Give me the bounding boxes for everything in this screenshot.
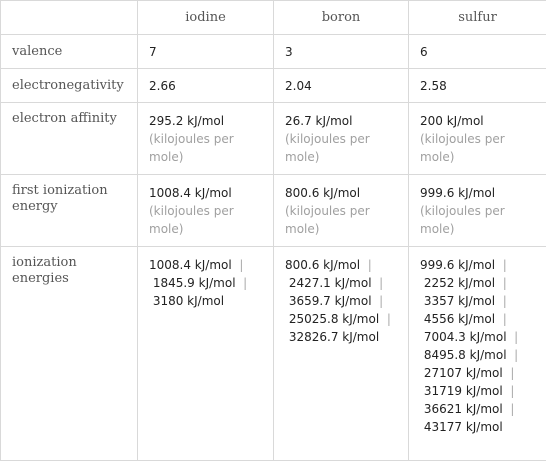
table-row-electronegativity (1, 69, 546, 103)
value-separator: | (387, 312, 391, 326)
unit-note: (kilojoules per mole) (285, 130, 400, 166)
cell-value: 1008.4 kJ/mol (149, 186, 232, 200)
cell-iodine-electronegativity (138, 69, 274, 103)
ionization-energy-value: 43177 kJ/mol (424, 420, 503, 434)
value-separator: | (379, 294, 383, 308)
cell-value: 2.04 (285, 79, 312, 93)
value-separator: | (510, 366, 514, 380)
ionization-energy-value: 36621 kJ/mol (424, 402, 503, 416)
cell-value: 3 (285, 45, 293, 59)
row-label: electron affinity (1, 103, 138, 175)
ionization-energy-value: 3357 kJ/mol (424, 294, 495, 308)
value-separator: | (239, 258, 243, 272)
cell-boron-valence (274, 35, 409, 69)
value-separator: | (514, 348, 518, 362)
table-row-valence (1, 35, 546, 69)
value-separator: | (379, 276, 383, 290)
value-separator: | (514, 330, 518, 344)
ionization-energy-value: 2252 kJ/mol (424, 276, 495, 290)
row-label: valence (1, 35, 138, 69)
unit-note: (kilojoules per mole) (149, 202, 265, 238)
cell-value: 7 (149, 45, 157, 59)
cell-sulfur-electronegativity (409, 69, 546, 103)
table-row-electron-affinity (1, 103, 546, 175)
column-header-sulfur: sulfur (409, 1, 546, 35)
ionization-energy-value: 1008.4 kJ/mol (149, 258, 232, 272)
value-separator: | (503, 258, 507, 272)
cell-iodine-electron-affinity (138, 103, 274, 175)
row-label: first ionization energy (1, 175, 138, 247)
cell-value: 26.7 kJ/mol (285, 114, 352, 128)
cell-iodine-valence (138, 35, 274, 69)
row-label: ionization energies (1, 247, 138, 461)
ionization-energy-value: 32826.7 kJ/mol (289, 330, 379, 344)
cell-value: 800.6 kJ/mol (285, 186, 360, 200)
ionization-energy-value: 999.6 kJ/mol (420, 258, 495, 272)
column-header-boron: boron (274, 1, 409, 35)
cell-boron-electronegativity (274, 69, 409, 103)
table-row-first-ionization-energy (1, 175, 546, 247)
unit-note: (kilojoules per mole) (285, 202, 400, 238)
cell-value: 200 kJ/mol (420, 114, 484, 128)
cell-sulfur-valence (409, 35, 546, 69)
cell-value: 6 (420, 45, 428, 59)
cell-boron-electron-affinity (274, 103, 409, 175)
unit-note: (kilojoules per mole) (149, 130, 265, 166)
cell-sulfur-ionization-energies (409, 247, 546, 461)
unit-note: (kilojoules per mole) (420, 130, 538, 166)
value-separator: | (510, 384, 514, 398)
ionization-energy-value: 27107 kJ/mol (424, 366, 503, 380)
ionization-energy-value: 4556 kJ/mol (424, 312, 495, 326)
cell-sulfur-electron-affinity (409, 103, 546, 175)
column-header-iodine: iodine (138, 1, 274, 35)
ionization-energy-value: 25025.8 kJ/mol (289, 312, 379, 326)
ionization-energy-value: 31719 kJ/mol (424, 384, 503, 398)
cell-iodine-first-ionization-energy (138, 175, 274, 247)
value-separator: | (368, 258, 372, 272)
table-row-ionization-energies (1, 247, 546, 461)
cell-boron-ionization-energies (274, 247, 409, 461)
ionization-energy-value: 800.6 kJ/mol (285, 258, 360, 272)
ionization-energy-value: 3659.7 kJ/mol (289, 294, 372, 308)
row-label: electronegativity (1, 69, 138, 103)
value-separator: | (503, 294, 507, 308)
header-row (1, 1, 546, 35)
value-separator: | (510, 402, 514, 416)
cell-value: 2.58 (420, 79, 447, 93)
cell-boron-first-ionization-energy (274, 175, 409, 247)
ionization-energy-value: 3180 kJ/mol (153, 294, 224, 308)
cell-value: 2.66 (149, 79, 176, 93)
cell-value: 999.6 kJ/mol (420, 186, 495, 200)
cell-value: 295.2 kJ/mol (149, 114, 224, 128)
value-separator: | (503, 312, 507, 326)
value-separator: | (243, 276, 247, 290)
cell-sulfur-first-ionization-energy (409, 175, 546, 247)
unit-note: (kilojoules per mole) (420, 202, 538, 238)
corner-cell (1, 1, 138, 35)
ionization-energy-value: 8495.8 kJ/mol (424, 348, 507, 362)
ionization-energy-value: 7004.3 kJ/mol (424, 330, 507, 344)
ionization-energy-value: 1845.9 kJ/mol (153, 276, 236, 290)
cell-iodine-ionization-energies (138, 247, 274, 461)
value-separator: | (503, 276, 507, 290)
ionization-energy-value: 2427.1 kJ/mol (289, 276, 372, 290)
